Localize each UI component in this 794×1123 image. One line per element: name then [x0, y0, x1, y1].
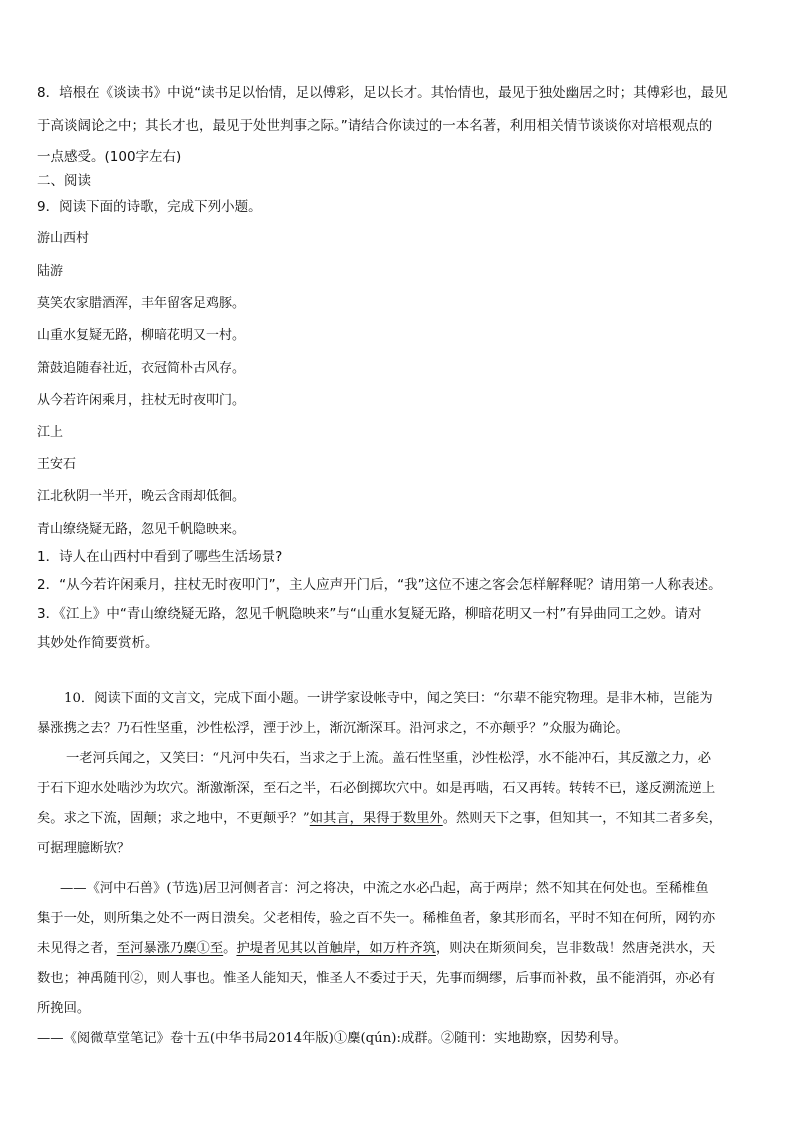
poem-1-line: 山重水复疑无路，柳暗花明又一村。 [37, 328, 246, 343]
question-10-line: 可据理臆断欤？ [37, 841, 131, 856]
question-9-sub-3-line-1: 3．《江上》中“青山缭绕疑无路，忽见千帆隐映来”与“山重水复疑无路，柳暗花明又一村”有异曲同工之妙。请对 [37, 606, 702, 622]
question-10-line: ——《河中石兽》(节选)居卫河侧者言：河之将决，中流之水必凸起，高于两岸；然不知其在何处也。至稀椎鱼 [60, 881, 709, 896]
poem-1-line: 箫鼓追随春社近，衣冠简朴古风存。 [37, 361, 246, 376]
question-10-line [37, 810, 722, 828]
question-9-prompt: 9．阅读下面的诗歌，完成下列小题。 [37, 199, 262, 215]
text-run: 。然则天下之事，但知其一，不知其二者多矣， [442, 811, 722, 826]
question-8-line-3: 一点感受。(100字左右) [37, 149, 182, 165]
poem-2-title: 江上 [37, 425, 64, 440]
question-10-line: 数也；神禹随刊②，则人事也。惟圣人能知天，惟圣人不委过于天，先事而绸缪，后事而补救，虽不能消弭，亦必有 [37, 971, 716, 986]
poem-1-line: 莫笑农家腊酒浑，丰年留客足鸡豚。 [37, 296, 246, 311]
poem-1-author: 陆游 [37, 264, 64, 279]
question-9-sub-3-line-2: 其妙处作简要赏析。 [37, 635, 159, 651]
question-8-line-1: 8．培根在《谈读书》中说“读书足以怡情，足以傅彩，足以长才。其怡情也，最见于独处幽居之时；其傅彩也，最见 [37, 85, 728, 101]
poem-1-title: 游山西村 [37, 231, 90, 246]
text-run: 。 [223, 941, 237, 956]
question-8-line-2: 于高谈阔论之中；其长才也，最见于处世判事之际。”请结合你读过的一本名著，利用相关情节谈谈你对培根观点的 [37, 118, 713, 134]
question-10-line: 所挽回。 [37, 1001, 91, 1016]
underlined-sentence: 护堤者见其以首触岸，如万杵齐筑 [236, 941, 436, 956]
section-heading-reading: 二、阅读 [37, 173, 91, 189]
question-9-sub-1: 1．诗人在山西村中看到了哪些生活场景? [37, 549, 283, 565]
question-10-line: 一老河兵闻之，又笑曰：“凡河中失石，当求之于上流。盖石性坚重，沙性松浮，水不能冲石，其反激之力，必 [66, 751, 712, 766]
poem-2-line: 青山缭绕疑无路，忽见千帆隐映来。 [37, 522, 246, 537]
text-run: ，则决在斯须间矣，岂非数哉！然唐尧洪水，天 [435, 941, 716, 956]
question-10-line: 集于一处，则所集之处不一两日溃矣。父老相传，验之百不失一。稀椎鱼者，象其形而名，平时不知在何所，网钓亦 [37, 911, 716, 926]
poem-2-author: 王安石 [37, 457, 77, 472]
question-9-sub-2: 2．“从今若许闲乘月，拄杖无时夜叩门”，主人应声开门后，“我”这位不速之客会怎样解释呢？请用第一人称表述。 [37, 577, 722, 593]
underlined-sentence: 至河暴涨乃麇①至 [116, 941, 224, 956]
source-note: ——《阅微草堂笔记》卷十五(中华书局2014年版)①麇(qún):成群。②随刊：实地勘察，因势利导。 [37, 1031, 627, 1046]
poem-1-line: 从今若许闲乘月，拄杖无时夜叩门。 [37, 393, 246, 408]
question-10-line: 于石下迎水处啮沙为坎穴。渐激渐深，至石之半，石必倒掷坎穴中。如是再啮，石又再转。转转不已，遂反溯流逆上 [37, 781, 716, 796]
poem-2-line: 江北秋阴一半开，晚云含雨却低徊。 [37, 489, 246, 504]
text-run: 未见得之者， [37, 941, 117, 956]
underlined-sentence: 如其言，果得于数里外 [309, 811, 443, 826]
question-10-line [37, 940, 715, 958]
question-10-line: 暴涨携之去？乃石性坚重，沙性松浮，湮于沙上，渐沉渐深耳。沿河求之，不亦颠乎？”众服为确论。 [37, 721, 629, 736]
text-run: 矣。求之下流，固颠；求之地中，不更颠乎？” [37, 811, 310, 826]
question-10-line: 10．阅读下面的文言文，完成下面小题。一讲学家设帐寺中，闻之笑曰：“尔辈不能究物理。是非木柿，岂能为 [64, 691, 713, 706]
